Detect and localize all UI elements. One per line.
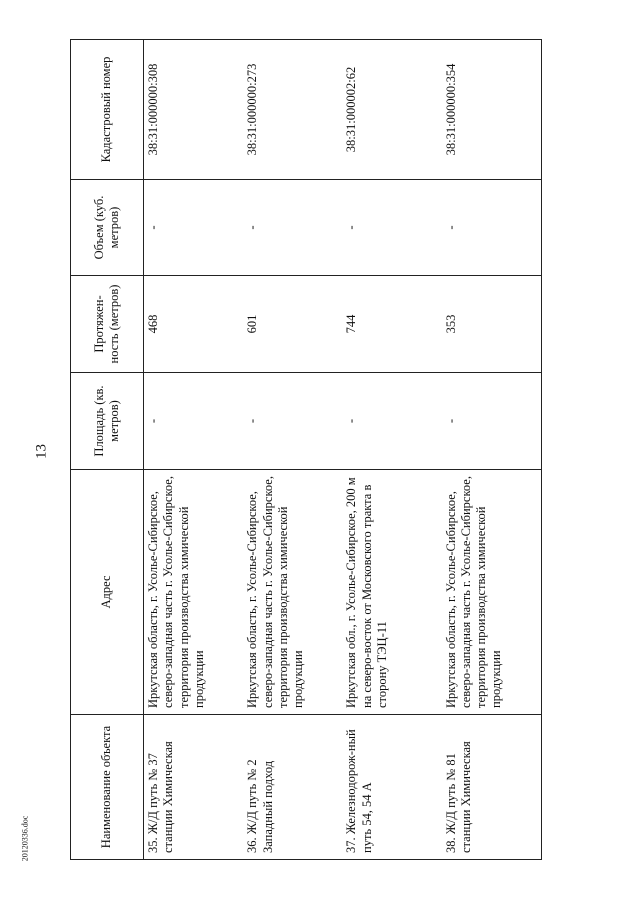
cell-area: - xyxy=(243,373,342,470)
table-row xyxy=(442,40,542,860)
cell-length: 601 xyxy=(243,276,342,373)
header-length: Протяжен-ность (метров) xyxy=(71,276,144,373)
objects-table xyxy=(70,39,542,860)
cell-name: 35. Ж/Д путь № 37 станции Химическая xyxy=(144,715,244,860)
cell-volume: - xyxy=(243,180,342,276)
table-header-row xyxy=(71,40,144,860)
cell-address: Иркутская область, г. Усолье-Сибирское, северо-западная часть г. Усолье-Сибирское, территория производства химической продукции xyxy=(442,470,542,715)
header-volume: Объем (куб. метров) xyxy=(71,180,144,276)
cell-name: 38. Ж/Д путь № 81 станции Химическая xyxy=(442,715,542,860)
cell-address: Иркутская область, г. Усолье-Сибирское, северо-западная часть г. Усолье-Сибирское, территория производства химической продукции xyxy=(243,470,342,715)
document-file-code: 20120336.doc xyxy=(20,815,30,862)
header-address: Адрес xyxy=(71,470,144,715)
cell-volume: - xyxy=(144,180,244,276)
cell-address: Иркутская область, г. Усолье-Сибирское, северо-западная часть г. Усолье-Сибирское, территория производства химической продукции xyxy=(144,470,244,715)
cell-area: - xyxy=(144,373,244,470)
cell-address: Иркутская обл., г. Усолье-Сибирское, 200 м на северо-восток от Московского тракта в сторону ТЭЦ-11 xyxy=(342,470,441,715)
table-row xyxy=(144,40,244,860)
cell-name: 37. Железнодорож-ный путь 54, 54 А xyxy=(342,715,441,860)
page-number: 13 xyxy=(33,444,50,459)
cell-volume: - xyxy=(342,180,441,276)
cell-length: 744 xyxy=(342,276,441,373)
objects-table-frame xyxy=(70,40,542,860)
header-area: Площадь (кв. метров) xyxy=(71,373,144,470)
cell-cadastral: 38:31:000000:308 xyxy=(144,40,244,180)
cell-cadastral: 38:31:000000:354 xyxy=(442,40,542,180)
header-name: Наименование объекта xyxy=(71,715,144,860)
cell-length: 353 xyxy=(442,276,542,373)
cell-volume: - xyxy=(442,180,542,276)
cell-area: - xyxy=(442,373,542,470)
cell-cadastral: 38:31:000000:273 xyxy=(243,40,342,180)
header-cadastral: Кадастровый номер xyxy=(71,40,144,180)
table-row xyxy=(342,40,441,860)
cell-length: 468 xyxy=(144,276,244,373)
cell-name: 36. Ж/Д путь № 2 Западный подход xyxy=(243,715,342,860)
table-row xyxy=(243,40,342,860)
cell-cadastral: 38:31:000002:62 xyxy=(342,40,441,180)
cell-area: - xyxy=(342,373,441,470)
